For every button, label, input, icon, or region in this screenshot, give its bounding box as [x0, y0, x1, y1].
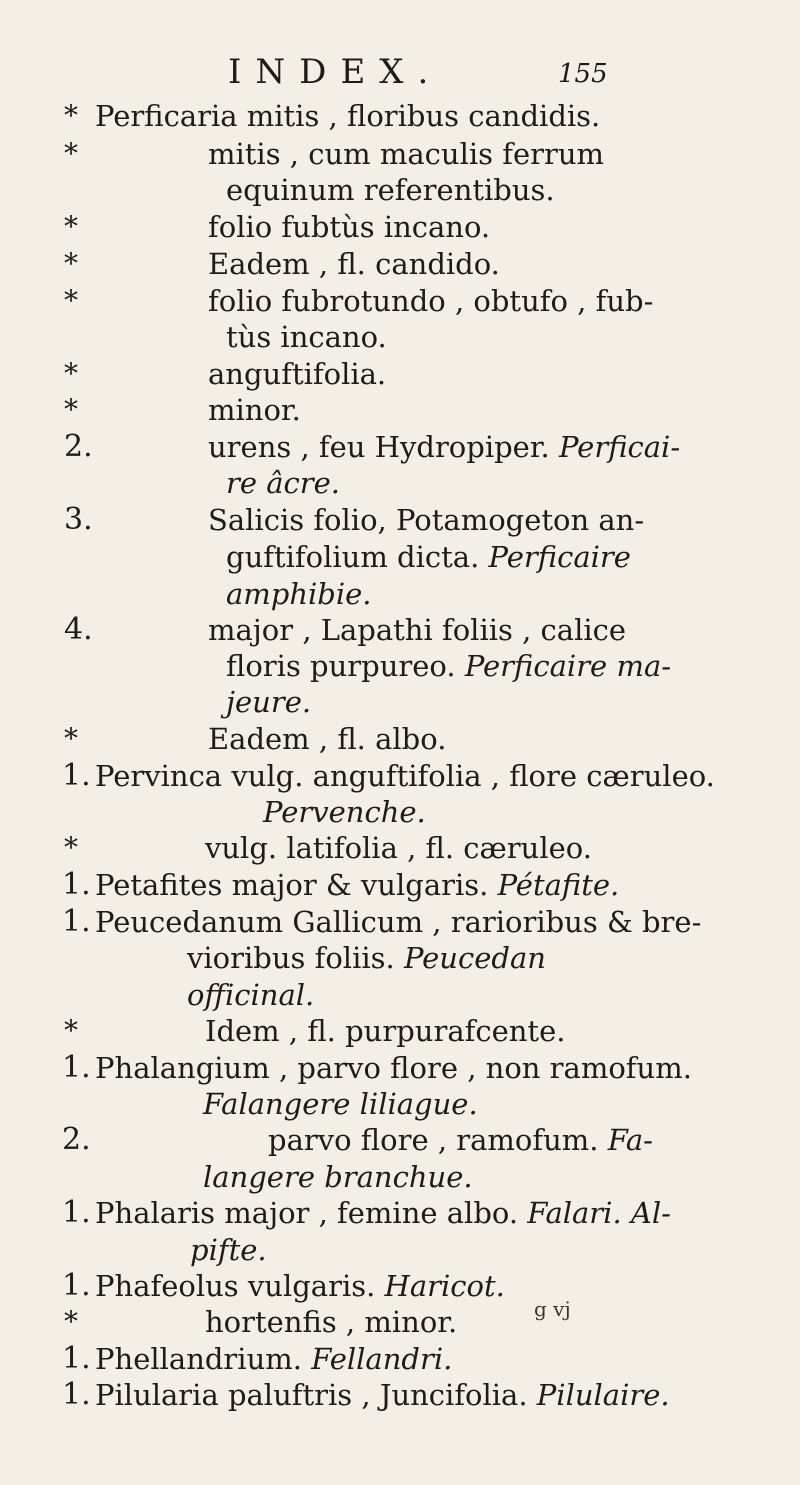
- index-entry: [0, 828, 800, 868]
- latin-text: tùs incano.: [226, 320, 387, 354]
- latin-text: Phalangium , parvo flore , non ramofum.: [95, 1051, 692, 1085]
- entry-text: [95, 1048, 692, 1088]
- french-name: Peucedan: [403, 941, 546, 975]
- entry-marker: 1.: [62, 1377, 91, 1412]
- entry-text: [208, 427, 680, 467]
- index-entry: [0, 1120, 800, 1160]
- index-entry: [0, 1193, 800, 1233]
- french-name: Perficaire: [488, 540, 631, 574]
- entry-marker: *: [64, 247, 78, 280]
- index-entry: [0, 938, 800, 978]
- entry-text: [208, 719, 446, 759]
- latin-text: mitis , cum maculis ferrum: [208, 137, 605, 171]
- entry-text: [208, 354, 386, 394]
- french-name: officinal.: [187, 978, 315, 1012]
- entry-text: [226, 646, 671, 686]
- entry-text: [226, 170, 555, 210]
- entry-text: [203, 1157, 473, 1197]
- entry-text: [208, 610, 626, 650]
- latin-text: Phalaris major , femine albo.: [95, 1196, 519, 1230]
- index-entry: [0, 646, 800, 686]
- entry-text: [208, 207, 490, 247]
- entry-marker: *: [64, 722, 78, 755]
- entry-marker: *: [64, 137, 78, 170]
- index-entry: [0, 756, 800, 796]
- entry-text: [208, 390, 301, 430]
- entry-text: [208, 281, 653, 321]
- entry-marker: *: [64, 284, 78, 317]
- latin-text: major , Lapathi foliis , calice: [208, 613, 627, 647]
- latin-text: folio fubrotundo , obtufo , fub-: [208, 284, 654, 318]
- entry-text: [203, 1084, 478, 1124]
- latin-text: Petafites major & vulgaris.: [95, 868, 489, 902]
- entry-marker: 1.: [62, 1195, 91, 1230]
- french-name: amphibie.: [226, 577, 372, 611]
- entry-marker: 1.: [62, 758, 91, 793]
- entry-marker: *: [64, 831, 78, 864]
- entry-text: [226, 317, 387, 357]
- entry-text: [95, 1266, 505, 1306]
- french-name: Fa-: [607, 1123, 653, 1157]
- entry-text: [205, 1302, 457, 1342]
- latin-text: Idem , fl. purpurafcente.: [205, 1014, 566, 1048]
- latin-text: folio fubtùs incano.: [208, 210, 491, 244]
- entry-text: [95, 756, 715, 796]
- index-entry: [0, 1157, 800, 1197]
- index-entry: [0, 134, 800, 174]
- entry-marker: *: [64, 357, 78, 390]
- entry-text: [208, 134, 604, 174]
- page-title: INDEX.: [228, 52, 443, 92]
- latin-text: Eadem , fl. candido.: [208, 247, 500, 281]
- index-entry: [0, 390, 800, 430]
- french-name: Perficai-: [558, 430, 681, 464]
- french-name: jeure.: [226, 685, 312, 719]
- entry-text: [208, 244, 500, 284]
- index-entry: [0, 1375, 800, 1415]
- entry-text: [208, 500, 644, 540]
- entry-text: [226, 537, 631, 577]
- entry-text: [268, 1120, 653, 1160]
- entry-marker: 1.: [62, 1341, 91, 1376]
- entry-text: [95, 1339, 452, 1379]
- entry-text: [95, 96, 600, 136]
- latin-text: minor.: [208, 393, 301, 427]
- index-entry: [0, 1084, 800, 1124]
- latin-text: vulg. latifolia , fl. cæruleo.: [205, 831, 592, 865]
- entry-marker: 4.: [64, 612, 93, 647]
- entry-text: [187, 938, 546, 978]
- entry-text: [226, 682, 311, 722]
- entry-marker: 3.: [64, 502, 93, 537]
- entry-marker: *: [64, 1305, 78, 1338]
- latin-text: Phafeolus vulgaris.: [95, 1269, 376, 1303]
- latin-text: Pervinca vulg. anguftifolia , flore cæruleo.: [95, 759, 715, 793]
- french-name: pifte.: [190, 1233, 267, 1267]
- index-entry: [0, 574, 800, 614]
- page-header: [0, 52, 800, 92]
- latin-text: vioribus foliis.: [187, 941, 395, 975]
- latin-text: Eadem , fl. albo.: [208, 722, 447, 756]
- index-entry: [0, 1266, 800, 1306]
- latin-text: Salicis folio, Potamogeton an-: [208, 503, 645, 537]
- entry-text: [95, 902, 701, 942]
- french-name: Pétafite.: [497, 868, 620, 902]
- index-entry: [0, 1011, 800, 1051]
- entry-marker: *: [64, 99, 78, 132]
- index-entry: [0, 207, 800, 247]
- latin-text: Perficaria mitis , floribus candidis.: [95, 99, 601, 133]
- index-entry: [0, 354, 800, 394]
- latin-text: urens , feu Hydropiper.: [208, 430, 550, 464]
- entry-text: [263, 792, 426, 832]
- entry-marker: 1.: [62, 867, 91, 902]
- entry-marker: 1.: [62, 1050, 91, 1085]
- index-entry: [0, 170, 800, 210]
- index-entry: [0, 1302, 800, 1342]
- entry-text: [187, 975, 314, 1015]
- french-name: Pervenche.: [263, 795, 426, 829]
- latin-text: Phellandrium.: [95, 1342, 302, 1376]
- index-entry: [0, 1048, 800, 1088]
- index-entry: [0, 96, 800, 136]
- entry-text: [205, 1011, 565, 1051]
- index-entry: [0, 902, 800, 942]
- french-name: Fellandri.: [311, 1342, 453, 1376]
- french-name: langere branchue.: [203, 1160, 473, 1194]
- entry-text: [226, 574, 372, 614]
- entry-marker: *: [64, 393, 78, 426]
- index-entry: [0, 975, 800, 1015]
- index-entry: [0, 427, 800, 467]
- french-name: Haricot.: [384, 1269, 505, 1303]
- entry-marker: 1.: [62, 904, 91, 939]
- latin-text: anguftifolia.: [208, 357, 387, 391]
- latin-text: floris purpureo.: [226, 649, 456, 683]
- signature-mark: g vj: [534, 1297, 571, 1321]
- index-entry: [0, 244, 800, 284]
- index-entry: [0, 610, 800, 650]
- page-number: 155: [558, 59, 608, 89]
- index-entry: [0, 792, 800, 832]
- index-entry: [0, 682, 800, 722]
- index-entry: [0, 317, 800, 357]
- french-name: Falangere liliague.: [203, 1087, 478, 1121]
- latin-text: hortenfis , minor.: [205, 1305, 458, 1339]
- index-entry: [0, 500, 800, 540]
- latin-text: Pilularia paluftris , Juncifolia.: [95, 1378, 528, 1412]
- french-name: Perficaire ma-: [464, 649, 672, 683]
- french-name: Pilulaire.: [536, 1378, 670, 1412]
- entry-marker: 2.: [62, 1122, 91, 1157]
- index-entry: [0, 719, 800, 759]
- latin-text: guftifolium dicta.: [226, 540, 480, 574]
- entry-text: [95, 1193, 671, 1233]
- index-entry: [0, 537, 800, 577]
- index-entry: [0, 865, 800, 905]
- entry-marker: 1.: [62, 1268, 91, 1303]
- index-entry: [0, 463, 800, 503]
- latin-text: equinum referentibus.: [226, 173, 555, 207]
- entry-marker: *: [64, 1014, 78, 1047]
- entry-marker: *: [64, 210, 78, 243]
- entry-text: [95, 865, 619, 905]
- entry-text: [226, 463, 340, 503]
- entry-text: [95, 1375, 670, 1415]
- entry-marker: 2.: [64, 429, 93, 464]
- french-name: Falari. Al-: [527, 1196, 671, 1230]
- latin-text: parvo flore , ramofum.: [268, 1123, 599, 1157]
- index-entry: [0, 1230, 800, 1270]
- french-name: re âcre.: [226, 466, 341, 500]
- entry-text: [190, 1230, 267, 1270]
- latin-text: Peucedanum Gallicum , rarioribus & bre-: [95, 905, 702, 939]
- entry-text: [205, 828, 592, 868]
- index-entry: [0, 1339, 800, 1379]
- index-entry: [0, 281, 800, 321]
